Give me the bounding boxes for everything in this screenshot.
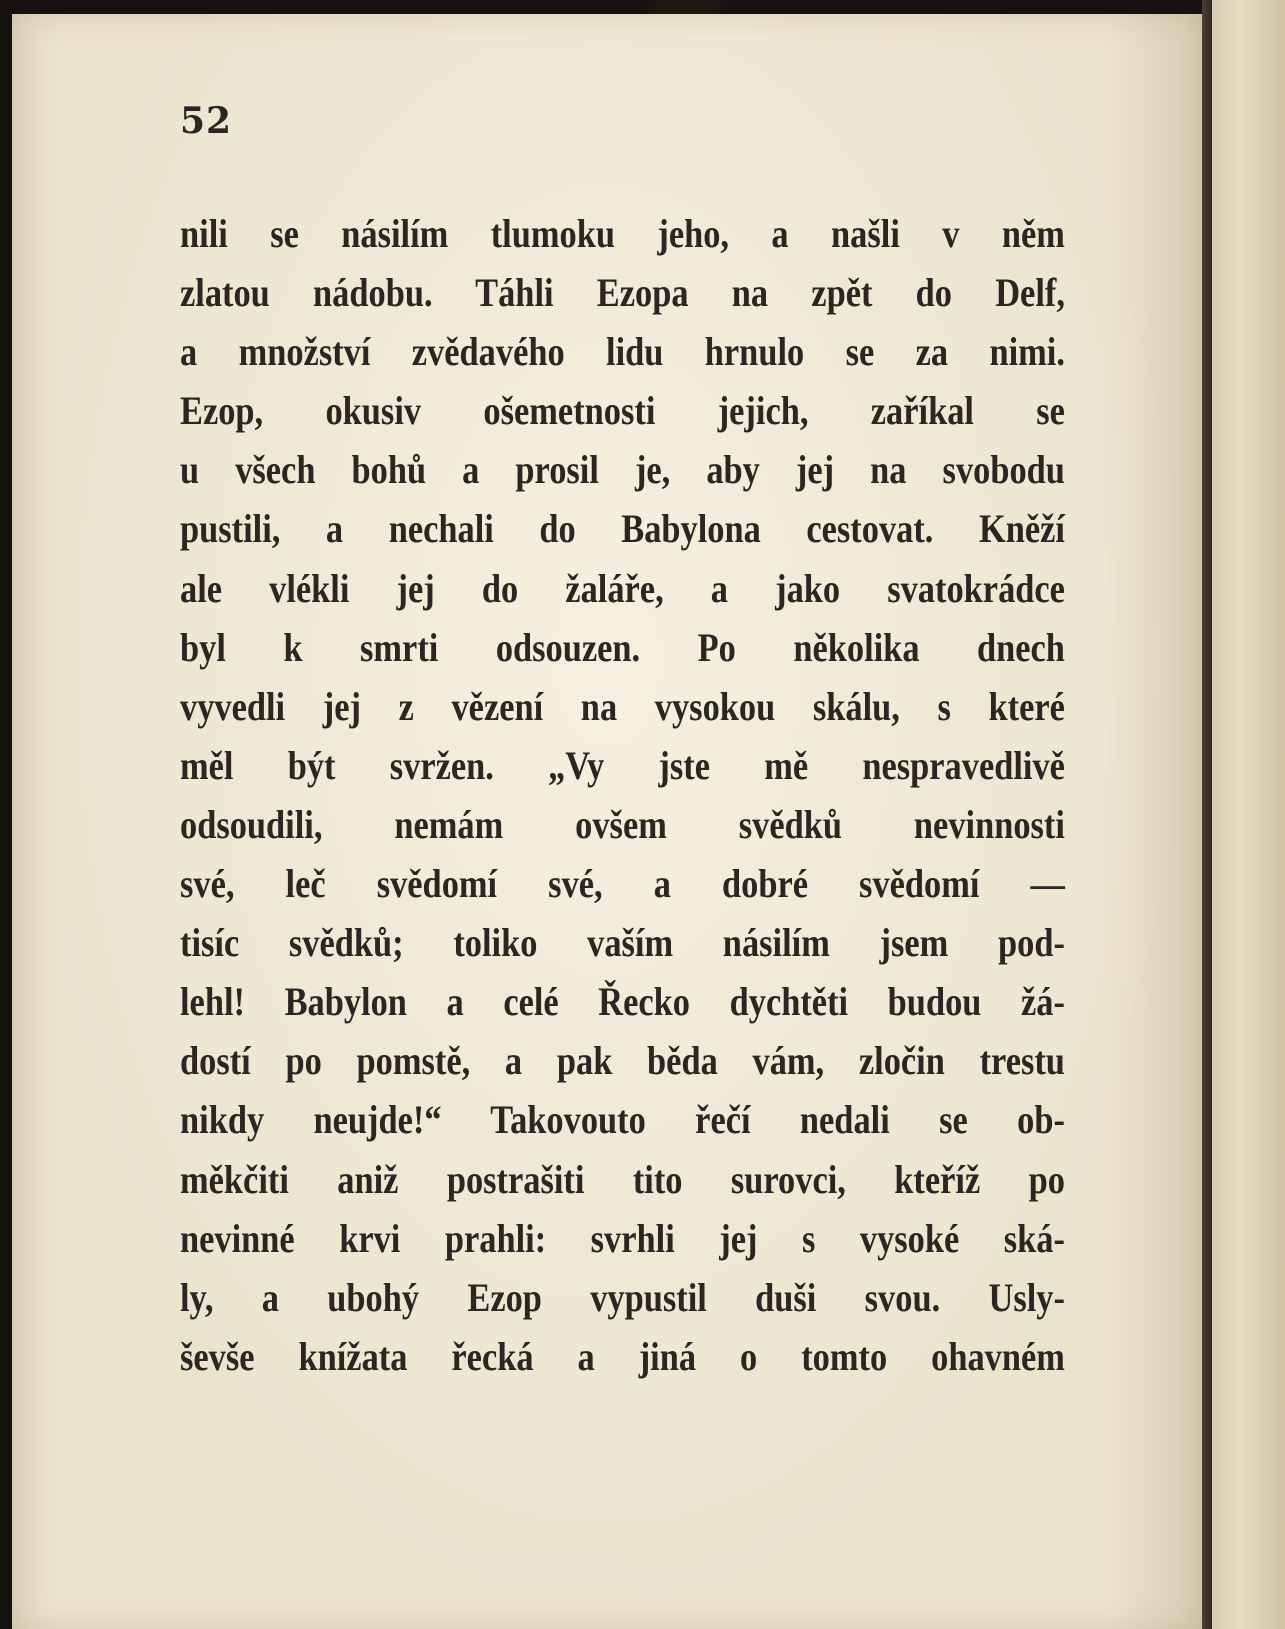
text-line: zlatou nádobu. Táhli Ezopa na zpět do Delf, xyxy=(180,270,1065,316)
text-line: byl k smrti odsouzen. Po několika dnech xyxy=(180,624,1065,670)
text-line: tisíc svědků; toliko vaším násilím jsem pod- xyxy=(180,920,1065,966)
text-line: své, leč svědomí své, a dobré svědomí — xyxy=(180,861,1065,907)
text-line: nili se násilím tlumoku jeho, a našli v něm xyxy=(180,211,1065,256)
text-line: měkčiti aniž postrašiti tito surovci, kteříž po xyxy=(180,1156,1065,1202)
text-line: odsoudili, nemám ovšem svědků nevinnosti xyxy=(180,801,1065,847)
body-text xyxy=(180,204,1065,1386)
text-line: pustili, a nechali do Babylona cestovat. Kněží xyxy=(180,506,1065,552)
text-line: ly, a ubohý Ezop vypustil duši svou. Usly- xyxy=(180,1274,1065,1320)
text-line: vyvedli jej z vězení na vysokou skálu, s které xyxy=(180,683,1065,729)
text-line: u všech bohů a prosil je, aby jej na svobodu xyxy=(180,447,1065,493)
text-line: měl být svržen. „Vy jste mě nespravedlivě xyxy=(180,742,1065,788)
text-line: nevinné krvi prahli: svrhli jej s vysoké ská- xyxy=(180,1215,1065,1261)
text-line: a množství zvědavého lidu hrnulo se za nimi. xyxy=(180,329,1065,375)
facing-page-edge xyxy=(1212,0,1285,1629)
text-line: lehl! Babylon a celé Řecko dychtěti budou žá- xyxy=(180,979,1065,1025)
text-line: dostí po pomstě, a pak běda vám, zločin trestu xyxy=(180,1038,1065,1084)
text-line: Ezop, okusiv ošemetnosti jejich, zaříkal se xyxy=(180,388,1065,434)
text-line: ale vlékli jej do žaláře, a jako svatokrádce xyxy=(180,565,1065,611)
text-line: nikdy neujde!“ Takovouto řečí nedali se ob- xyxy=(180,1097,1065,1143)
page-number: 52 xyxy=(180,100,233,142)
text-line: ševše knížata řecká a jiná o tomto ohavném xyxy=(180,1333,1065,1379)
